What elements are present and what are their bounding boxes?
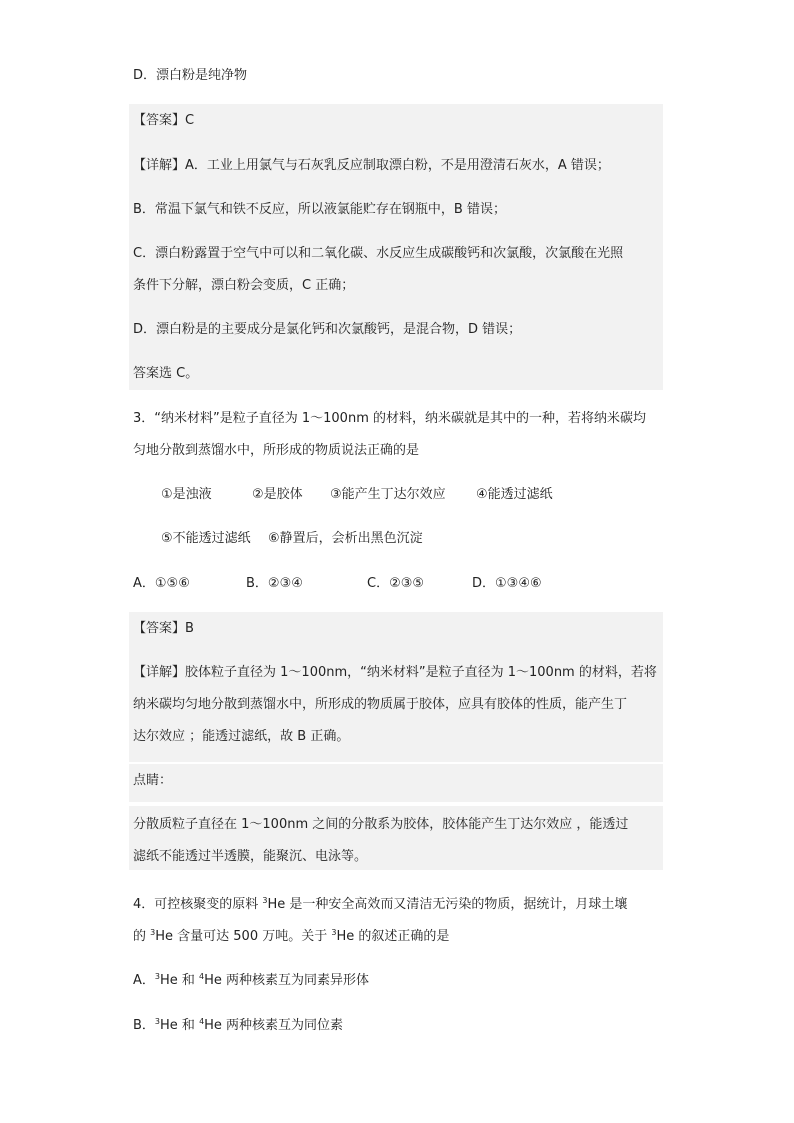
q4-sup: 3 bbox=[262, 896, 268, 905]
detail-text: 胶体粒子直径为 1～100nm，“纳米材料”是粒子直径为 1～100nm 的材料，若将 bbox=[185, 665, 657, 680]
tip-line-2: 滤纸不能透过半透膜，能聚沉、电泳等。 bbox=[133, 849, 368, 864]
q3-item-5: ⑤不能透过滤纸 bbox=[161, 531, 251, 546]
q4-text: He 两种核素互为同位素 bbox=[204, 1018, 344, 1033]
detail-label: 【详解】 bbox=[133, 158, 186, 173]
q4-text: B． bbox=[133, 1018, 155, 1033]
q3-stem-1: 3．“纳米材料”是粒子直径为 1～100nm 的材料，纳米碳就是其中的一种，若将纳米碳均 bbox=[133, 411, 646, 426]
q4-sup: 3 bbox=[154, 1017, 161, 1026]
q3-choice-c: C．②③⑤ bbox=[367, 576, 425, 591]
answer-label: 【答案】 bbox=[133, 113, 186, 128]
q3-item-3: ③能产生丁达尔效应 bbox=[330, 487, 446, 502]
q4-text: He 含量可达 500 万吨。关于 bbox=[155, 929, 332, 944]
q3-choice-b: B．②③④ bbox=[246, 576, 303, 591]
q4-text: He 的叙述正确的是 bbox=[336, 929, 450, 944]
q3-item-4: ④能透过滤纸 bbox=[476, 487, 553, 502]
q3-stem-2: 匀地分散到蒸馏水中，所形成的物质说法正确的是 bbox=[133, 443, 420, 458]
q4-stem-2 bbox=[133, 924, 449, 946]
q4-sup: 3 bbox=[154, 972, 160, 981]
q4-text: He 和 bbox=[160, 1018, 200, 1033]
q3-choice-a: A．①⑤⑥ bbox=[133, 576, 190, 591]
q4-text: He 两种核素互为同素异形体 bbox=[204, 973, 370, 988]
detail-text: A．工业上用氯气与石灰乳反应制取漂白粉，不是用澄清石灰水，A 错误； bbox=[185, 158, 610, 173]
q3-choice-d: D．①③④⑥ bbox=[472, 576, 542, 591]
tip-label-block bbox=[129, 764, 663, 802]
q4-sup: 4 bbox=[199, 1017, 205, 1026]
q4-text: A． bbox=[133, 973, 155, 988]
q4-text: 4．可控核聚变的原料 bbox=[133, 897, 263, 912]
q3-item-2: ②是胶体 bbox=[252, 487, 303, 502]
detail-q2-c1: C．漂白粉露置于空气中可以和二氧化碳、水反应生成碳酸钙和次氯酸，次氯酸在光照 bbox=[133, 246, 624, 261]
q2-option-d: D．漂白粉是纯净物 bbox=[133, 68, 248, 83]
q4-sup: 3 bbox=[150, 928, 156, 937]
detail-q2-end: 答案选 C。 bbox=[133, 366, 199, 381]
tip-label: 点睛： bbox=[133, 773, 173, 788]
detail-q3-3: 达尔效应 ；能透过滤纸，故 B 正确。 bbox=[133, 729, 350, 744]
detail-q3-1 bbox=[133, 664, 657, 682]
detail-q2-d: D．漂白粉是的主要成分是氯化钙和次氯酸钙，是混合物，D 错误； bbox=[133, 322, 522, 337]
q4-sup: 4 bbox=[199, 972, 205, 981]
detail-q2-b: B．常温下氯气和铁不反应，所以液氯能贮存在钢瓶中，B 错误； bbox=[133, 202, 506, 217]
detail-q2-a bbox=[133, 157, 610, 175]
q4-option-a bbox=[133, 968, 369, 990]
q4-text: 的 bbox=[133, 929, 151, 944]
detail-label: 【详解】 bbox=[133, 665, 186, 680]
tip-line-1: 分散质粒子直径在 1～100nm 之间的分散系为胶体，胶体能产生丁达尔效应 ，能透过 bbox=[133, 817, 629, 832]
q4-option-b bbox=[133, 1013, 343, 1035]
detail-q3-2: 纳米碳均匀地分散到蒸馏水中，所形成的物质属于胶体，应具有胶体的性质，能产生丁 bbox=[133, 697, 628, 712]
answer-label: 【答案】 bbox=[133, 621, 186, 636]
answer-q3 bbox=[133, 620, 194, 638]
q4-sup: 3 bbox=[331, 928, 337, 937]
q3-item-6: ⑥静置后，会析出黑色沉淀 bbox=[268, 531, 423, 546]
q4-text: He 是一种安全高效而又清洁无污染的物质，据统计，月球土壤 bbox=[267, 897, 628, 912]
q4-stem-1 bbox=[133, 892, 627, 914]
q3-item-1: ①是浊液 bbox=[161, 487, 212, 502]
q4-text: He 和 bbox=[160, 973, 200, 988]
answer-q2 bbox=[133, 112, 194, 130]
detail-q2-c2: 条件下分解，漂白粉会变质，C 正确； bbox=[133, 278, 355, 293]
answer-value: C bbox=[185, 113, 195, 128]
answer-value: B bbox=[185, 621, 194, 636]
